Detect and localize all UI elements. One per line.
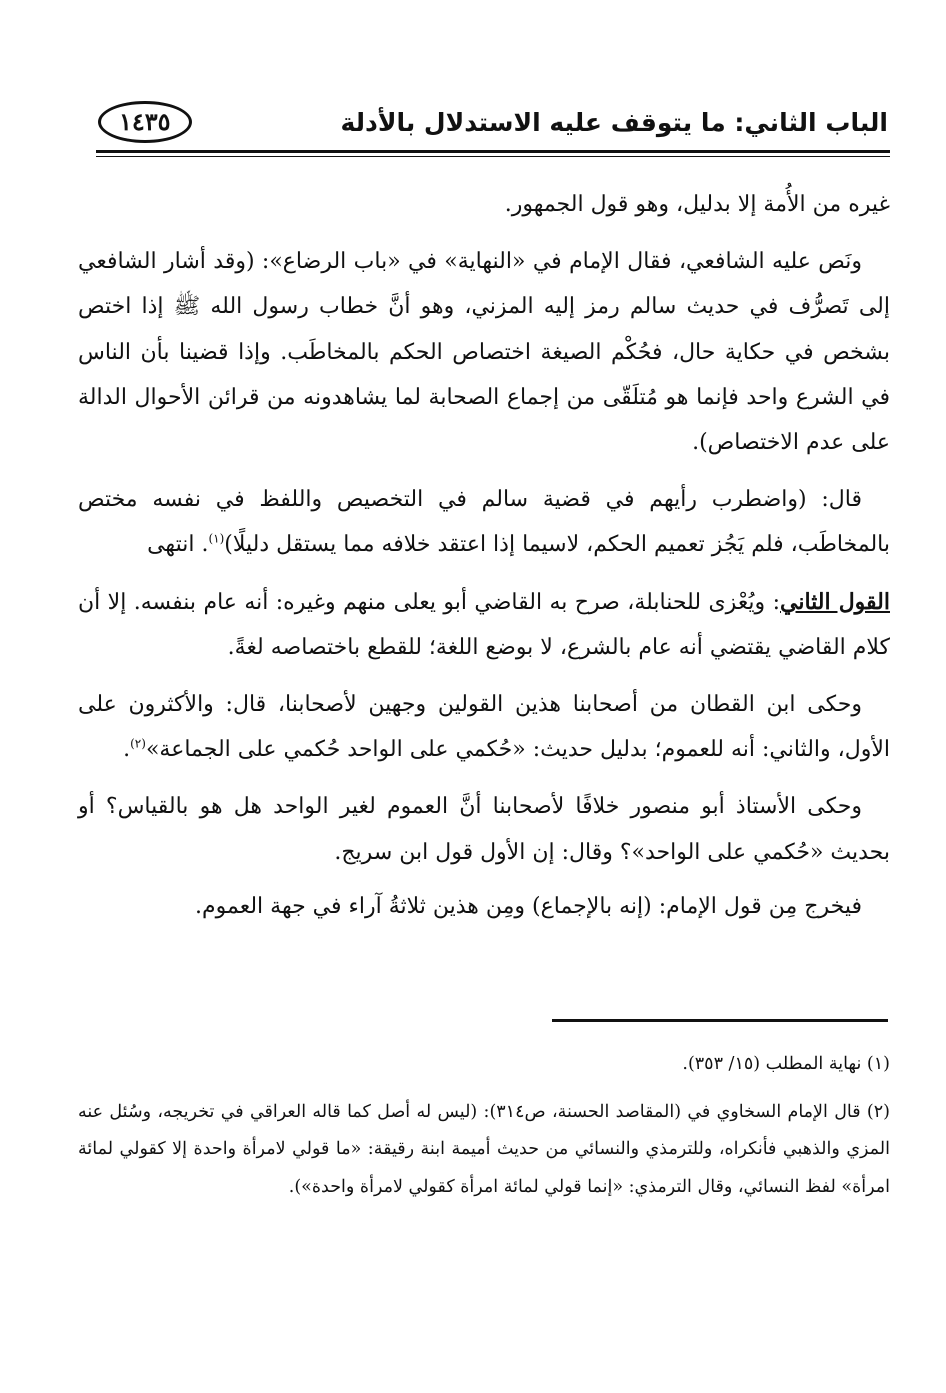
paragraph-1: غيره من الأُمة إلا بدليل، وهو قول الجمهور. [504, 192, 890, 217]
paragraph-2: ونَص عليه الشافعي، فقال الإمام في «النهاية» في «باب الرضاع»: (وقد أشار الشافعي إلى تَصرُّف في حديث سالم رمز إليه المزني، وهو أنَّ خطاب رسول الله ﷺ إذا اختص بشخص في حكاية حال، فحُكْم الصيغة اختصاص الحكم بالمخاطَب. وإذا قضينا بأن الناس في الشرع واحد فإنما هو مُتلَقّى من إجماع الصحابة لما يشاهدونه من قرائن الأحوال الدالة على عدم الاختصاص). [78, 249, 890, 456]
footnote-ref-1[interactable]: (١) [208, 532, 225, 547]
book-page [78, 96, 890, 1376]
paragraph-3 [78, 477, 890, 567]
paragraph-5-text: وحكى ابن القطان من أصحابنا هذين القولين وجهين لأصحابنا، قال: والأكثرون على الأول، والثاني: أنه للعموم؛ بدليل حديث: «حُكمي على الواحد حُكمي على الجماعة» [78, 692, 890, 763]
main-text [78, 182, 890, 938]
paragraph-7: فيخرج مِن قول الإمام: (إنه بالإجماع) ومِن هذين ثلاثةُ آراء في جهة العموم. [195, 893, 862, 919]
page-number: ١٤٣٥ [98, 101, 192, 143]
footnote-2: (٢) قال الإمام السخاوي في (المقاصد الحسنة، ص٣١٤): (ليس له أصل كما قاله العراقي في تخريجه، وسُئل عنه المزي والذهبي فأنكراه، وللترمذي والنسائي من حديث أميمة ابنة رقيقة: «ما قولي لامرأة واحدة إلا كقولي لمائة امرأة» لفظ النسائي، وقال الترمذي: «إنما قولي لمائة امرأة كقولي لامرأة واحدة»). [78, 1101, 890, 1197]
footnote-separator [552, 1019, 888, 1022]
footnotes [78, 1046, 890, 1208]
paragraph-4 [78, 580, 890, 670]
paragraph-5-end: . [123, 737, 131, 763]
paragraph-5 [78, 682, 890, 772]
footnote-1: (١) نهاية المطلب (١٥/ ٣٥٣). [682, 1054, 890, 1074]
paragraph-3-text: قال: (واضطرب رأيهم في قضية سالم في التخصيص واللفظ في نفسه مختص بالمخاطَب، فلم يَجُز تعميم الحكم، لاسيما إذا اعتقد خلافه مما يستقل دليلًا) [78, 487, 890, 558]
header-rule [96, 150, 890, 157]
page-header [78, 96, 890, 148]
running-title: الباب الثاني: ما يتوقف عليه الاستدلال بالأدلة [340, 107, 888, 137]
paragraph-3-end: . انتهى [147, 532, 209, 558]
section-lead: القول الثاني [780, 588, 890, 615]
footnote-ref-2[interactable]: (٢) [130, 736, 146, 751]
paragraph-6: وحكى الأستاذ أبو منصور خلافًا لأصحابنا أنَّ العموم لغير الواحد هل هو بالقياس؟ أو بحديث «حُكمي على الواحد»؟ وقال: إن الأول قول ابن سريج. [78, 794, 890, 865]
paragraph-4-text: : ويُعْزى للحنابلة، صرح به القاضي أبو يعلى منهم وغيره: أنه عام بنفسه. إلا أن كلام القاضي يقتضي أنه عام بالشرع، لا بوضع اللغة؛ للقطع باختصاصه لغةً. [78, 589, 890, 660]
